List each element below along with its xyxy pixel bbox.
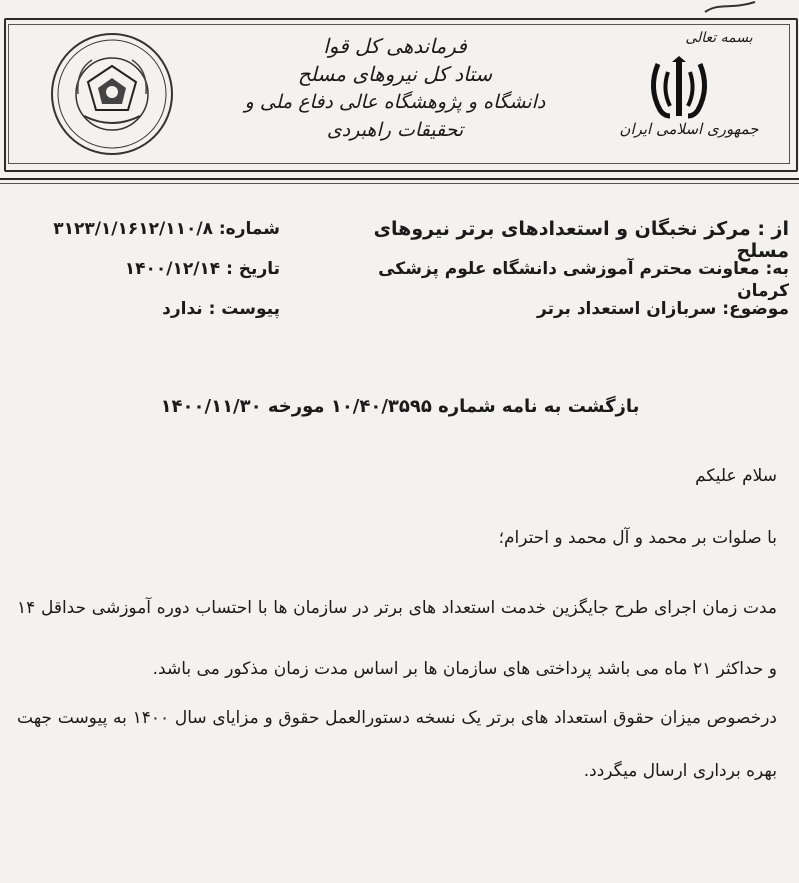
to-line: به: معاونت محترم آموزشی دانشگاه علوم پزشکی کرمان: [378, 259, 789, 301]
letter-attachment: پیوست : ندارد: [162, 299, 280, 319]
letter-date: تاریخ : ۱۴۰۰/۱۲/۱۴: [124, 259, 280, 279]
letter-addressing: [339, 218, 789, 338]
from-line: از : مرکز نخبگان و استعدادهای برتر نیروهای مسلح: [373, 218, 789, 262]
header-rule: [0, 178, 799, 180]
body-paragraph-2: درخصوص میزان حقوق استعداد های برتر یک نسخه دستورالعمل حقوق و مزایای سال ۱۴۰۰ به پیوست جهت بهره برداری ارسال میگردد.: [17, 708, 778, 781]
iran-emblem-icon: [644, 54, 714, 122]
organization-title: [230, 32, 560, 144]
emblem-top-text: بسمه تعالی: [685, 30, 753, 46]
org-line-1: فرماندهی کل قوا: [323, 34, 467, 58]
header-rule-thin: [0, 183, 799, 184]
greeting: سلام علیکم: [695, 466, 777, 486]
reference-line: بازگشت به نامه شماره ۱۰/۴۰/۳۵۹۵ مورخه ۱۴۰۰/۱۱/۳۰: [160, 396, 640, 417]
subject-line: موضوع: سربازان استعداد برتر: [537, 299, 789, 319]
emblem-bottom-text: جمهوری اسلامی ایران: [619, 120, 759, 138]
salutation: با صلوات بر محمد و آل محمد و احترام؛: [498, 528, 777, 548]
org-line-3: دانشگاه و پژوهشگاه عالی دفاع ملی و تحقیقات راهبردی: [244, 91, 546, 141]
scribble-mark-icon: [700, 0, 760, 14]
emblem-block: [604, 24, 774, 154]
body-paragraph-1: مدت زمان اجرای طرح جایگزین خدمت استعداد های برتر در سازمان ها با احتساب دوره آموزشی حداقل ۱۴ و حداکثر ۲۱ ماه می باشد پرداختی های سازمان ها بر اساس مدت زمان مذکور می باشد.: [17, 598, 777, 679]
letter-metadata: [20, 218, 280, 338]
org-line-2: ستاد کل نیروهای مسلح: [297, 62, 493, 86]
letter-number: شماره: ۳۱۲۳/۱/۱۶۱۲/۱۱۰/۸: [53, 219, 280, 239]
university-seal-icon: [48, 30, 176, 158]
letter-body: [17, 458, 777, 798]
